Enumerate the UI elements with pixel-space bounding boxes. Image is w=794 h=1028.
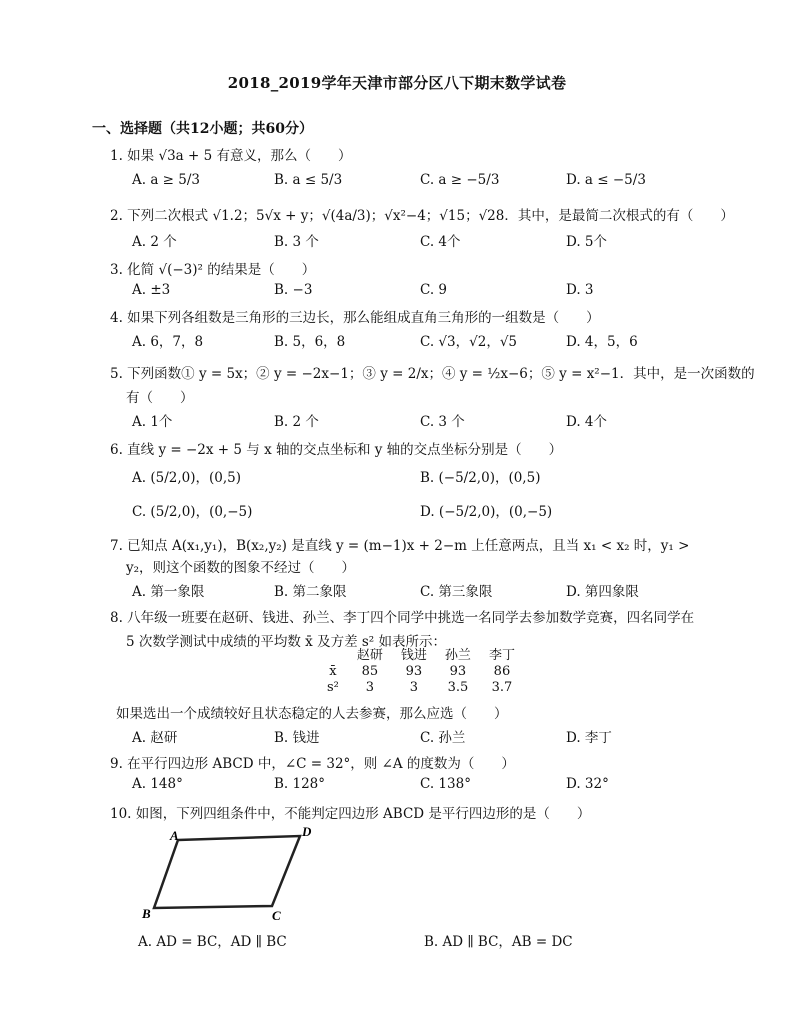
q6-option-c: C. (5/2,0)，(0,−5) [132,504,253,520]
table-cell: 86 [493,664,511,679]
q10-option-a: A. AD = BC，AD ∥ BC [138,934,287,950]
q2-option-c: C. 4个 [420,234,461,250]
figure-label-d: D [302,824,312,839]
table-header-row [318,648,524,664]
q4-option-a: A. 6，7，8 [132,334,204,350]
q3-option-d: D. 3 [566,282,594,298]
page-title: 2018_2019学年天津市部分区八下期末数学试卷 [227,74,567,92]
q8-option-d: D. 李丁 [566,730,612,746]
table-cell: 3.7 [491,680,513,695]
table-cell: 85 [361,664,379,679]
q1-option-c: C. a ≥ −5/3 [420,172,500,188]
question-3-stem: 3. 化简 √(−3)² 的结果是（ ） [110,262,316,278]
table-header-cell: 赵研 [356,648,383,663]
question-8-stem: 8. 八年级一班要在赵研、钱进、孙兰、李丁四个同学中挑选一名同学去参加数学竞赛，四名同学在 [110,610,695,626]
q4-option-b: B. 5，6，8 [274,334,346,350]
q2-option-b: B. 3 个 [274,234,319,250]
question-1-stem: 1. 如果 √3a + 5 有意义，那么（ ） [110,148,352,164]
q7-option-b: B. 第二象限 [274,584,347,600]
q8-option-a: A. 赵研 [132,730,178,746]
table-row [318,664,524,680]
q6-option-b: B. (−5/2,0)，(0,5) [420,470,541,486]
q3-option-c: C. 9 [420,282,448,298]
parallelogram-figure [132,822,332,922]
table-cell: x̄ [329,664,337,679]
question-6-stem: 6. 直线 y = −2x + 5 与 x 轴的交点坐标和 y 轴的交点坐标分别是（ ） [110,442,563,458]
q4-option-d: D. 4，5，6 [566,334,638,350]
parallelogram-shape [154,836,300,908]
question-8-stem-end: 如果选出一个成绩较好且状态稳定的人去参赛，那么应选（ ） [116,706,508,722]
q5-option-a: A. 1个 [132,414,173,430]
question-10-stem: 10. 如图，下列四组条件中，不能判定四边形 ABCD 是平行四边形的是（ ） [110,806,591,822]
q9-option-d: D. 32° [566,776,609,792]
score-table [318,648,524,696]
table-row [318,680,524,696]
q5-option-d: D. 4个 [566,414,608,430]
table-header-cell: 李丁 [488,648,515,663]
question-7-stem-cont: y₂，则这个函数的图象不经过（ ） [126,560,356,576]
question-8-stem-cont: 5 次数学测试中成绩的平均数 x̄ 及方差 s² 如表所示： [126,634,446,650]
question-4-stem: 4. 如果下列各组数是三角形的三边长，那么能组成直角三角形的一组数是（ ） [110,310,600,326]
table-cell: 3.5 [447,680,469,695]
figure-label-a: A [170,828,179,843]
q8-option-c: C. 孙兰 [420,730,466,746]
table-header-cell: 钱进 [400,648,427,663]
q10-option-b: B. AD ∥ BC，AB = DC [424,934,573,950]
q6-option-a: A. (5/2,0)，(0,5) [132,470,241,486]
table-header-cell: 孙兰 [444,648,471,663]
figure-label-b: B [142,906,151,921]
table-cell: 3 [365,680,375,695]
question-7-stem: 7. 已知点 A(x₁,y₁)，B(x₂,y₂) 是直线 y = (m−1)x + 2−m 上任意两点，且当 x₁ < x₂ 时，y₁ > [110,538,690,554]
table-cell: 93 [449,664,467,679]
q5-option-b: B. 2 个 [274,414,319,430]
table-header-cell [318,648,348,664]
q3-option-b: B. −3 [274,282,313,298]
section-heading: 一、选择题（共12小题；共60分） [92,121,313,137]
q4-option-c: C. √3，√2，√5 [420,334,518,350]
q7-option-c: C. 第三象限 [420,584,493,600]
q9-option-a: A. 148° [132,776,183,792]
question-5-stem-cont: 有（ ） [126,390,194,406]
q2-option-d: D. 5个 [566,234,608,250]
question-5-stem: 5. 下列函数① y = 5x；② y = −2x−1；③ y = 2/x；④ y = ½x−6；⑤ y = x²−1．其中，是一次函数的 [110,366,755,382]
question-2-stem: 2. 下列二次根式 √1.2；5√x + y；√(4a/3)；√x²−4；√15；√28．其中，是最简二次根式的有（ ） [110,208,734,224]
q3-option-a: A. ±3 [132,282,171,298]
q1-option-a: A. a ≥ 5/3 [132,172,201,188]
q2-option-a: A. 2 个 [132,234,177,250]
q9-option-b: B. 128° [274,776,326,792]
figure-label-c: C [272,908,281,922]
q6-option-d: D. (−5/2,0)，(0,−5) [420,504,553,520]
q7-option-d: D. 第四象限 [566,584,639,600]
q8-option-b: B. 钱进 [274,730,320,746]
table-cell: 93 [405,664,423,679]
q1-option-b: B. a ≤ 5/3 [274,172,343,188]
q9-option-c: C. 138° [420,776,471,792]
table-cell: 3 [409,680,419,695]
q5-option-c: C. 3 个 [420,414,465,430]
q7-option-a: A. 第一象限 [132,584,205,600]
q1-option-d: D. a ≤ −5/3 [566,172,646,188]
table-cell: s² [327,680,339,695]
question-9-stem: 9. 在平行四边形 ABCD 中，∠C = 32°，则 ∠A 的度数为（ ） [110,756,515,772]
